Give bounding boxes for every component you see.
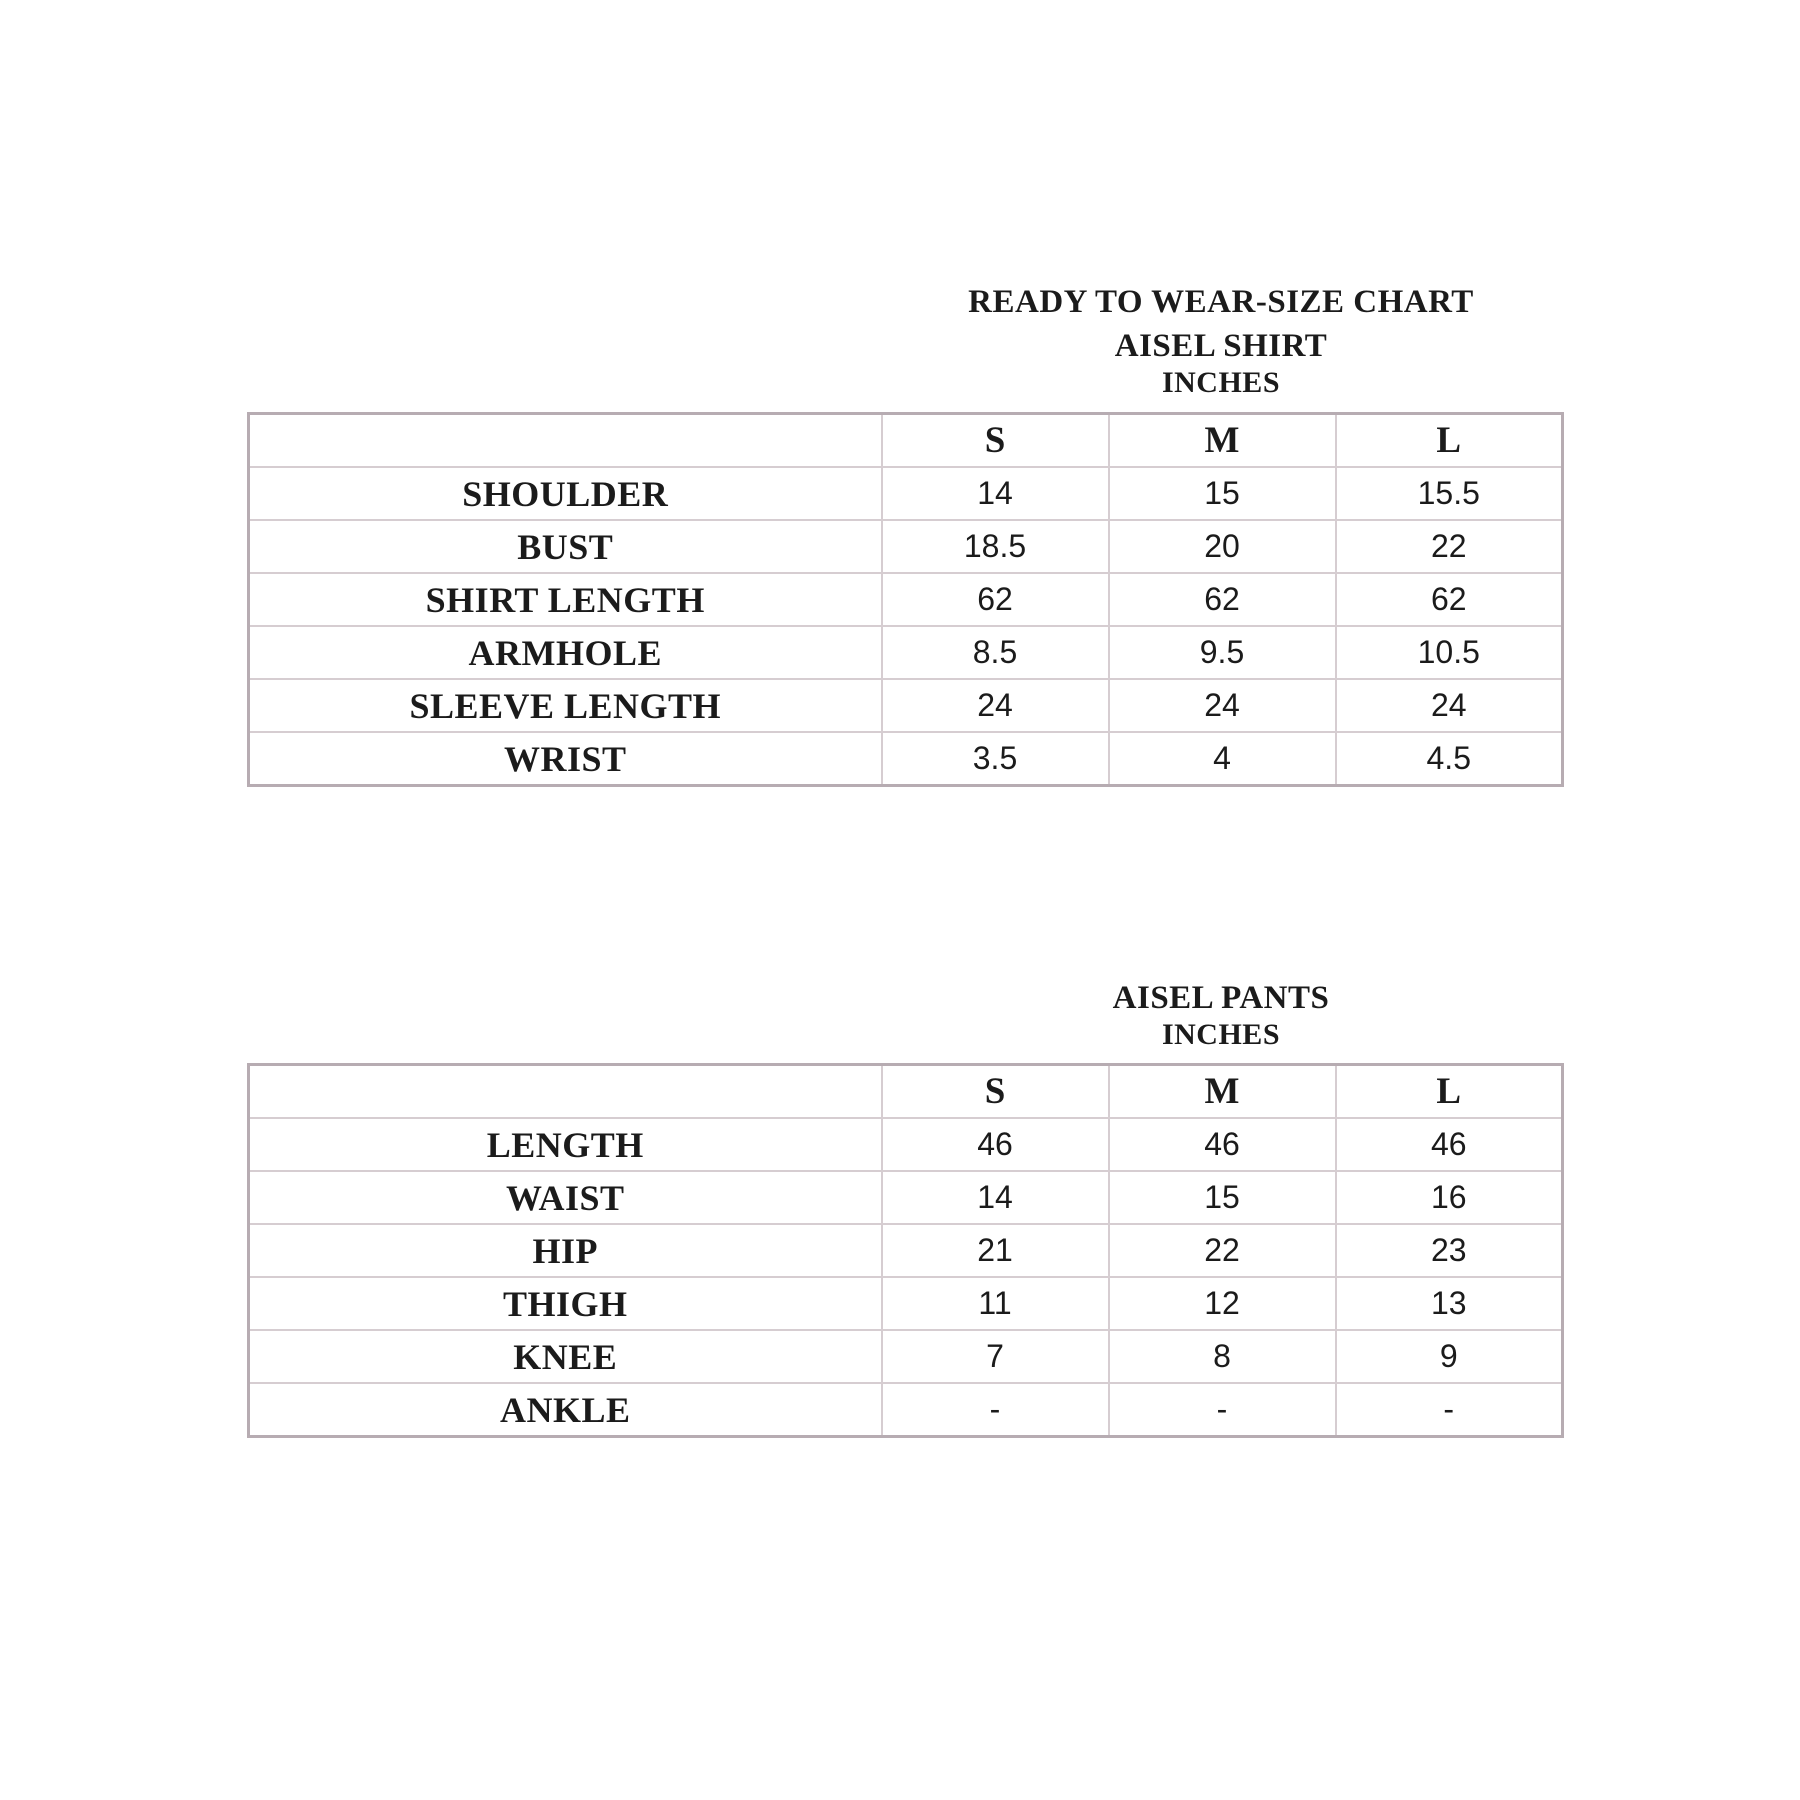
table-row: [249, 520, 1563, 573]
cell-hip-s: 21: [882, 1224, 1109, 1277]
cell-shirt-length-m: 62: [1109, 573, 1336, 626]
column-header-l: L: [1336, 414, 1563, 468]
column-header-s: S: [882, 414, 1109, 468]
table-row: [249, 1224, 1563, 1277]
cell-shirt-length-s: 62: [882, 573, 1109, 626]
table-row: [249, 573, 1563, 626]
cell-wrist-m: 4: [1109, 732, 1336, 786]
row-label-waist: WAIST: [249, 1171, 882, 1224]
cell-length-s: 46: [882, 1118, 1109, 1171]
cell-shoulder-l: 15.5: [1336, 467, 1563, 520]
cell-wrist-s: 3.5: [882, 732, 1109, 786]
shirt-units-label: INCHES: [1161, 366, 1281, 399]
cell-knee-l: 9: [1336, 1330, 1563, 1383]
cell-thigh-l: 13: [1336, 1277, 1563, 1330]
pants-size-table: [247, 1063, 1564, 1438]
shirt-title-block: [880, 284, 1562, 400]
cell-wrist-l: 4.5: [1336, 732, 1563, 786]
column-header-l: L: [1336, 1065, 1563, 1119]
cell-sleeve-length-s: 24: [882, 679, 1109, 732]
table-row: [249, 1171, 1563, 1224]
column-header-m: M: [1109, 1065, 1336, 1119]
table-row: [249, 1118, 1563, 1171]
shirt-chart-heading: READY TO WEAR-SIZE CHART: [968, 284, 1474, 320]
cell-hip-m: 22: [1109, 1224, 1336, 1277]
table-row: [249, 679, 1563, 732]
cell-bust-s: 18.5: [882, 520, 1109, 573]
row-label-shirt-length: SHIRT LENGTH: [249, 573, 882, 626]
column-header-m: M: [1109, 414, 1336, 468]
row-label-knee: KNEE: [249, 1330, 882, 1383]
row-label-ankle: ANKLE: [249, 1383, 882, 1437]
cell-shoulder-s: 14: [882, 467, 1109, 520]
cell-thigh-s: 11: [882, 1277, 1109, 1330]
cell-ankle-m: -: [1109, 1383, 1336, 1437]
pants-units-label: INCHES: [1161, 1018, 1281, 1051]
cell-armhole-l: 10.5: [1336, 626, 1563, 679]
table-header-row: [249, 414, 1563, 468]
cell-waist-m: 15: [1109, 1171, 1336, 1224]
cell-knee-m: 8: [1109, 1330, 1336, 1383]
corner-cell: [249, 414, 882, 468]
cell-shoulder-m: 15: [1109, 467, 1336, 520]
cell-sleeve-length-m: 24: [1109, 679, 1336, 732]
cell-shirt-length-l: 62: [1336, 573, 1563, 626]
row-label-wrist: WRIST: [249, 732, 882, 786]
shirt-subheading: AISEL SHIRT: [1114, 328, 1328, 364]
cell-waist-l: 16: [1336, 1171, 1563, 1224]
cell-length-m: 46: [1109, 1118, 1336, 1171]
cell-waist-s: 14: [882, 1171, 1109, 1224]
table-row: [249, 1277, 1563, 1330]
cell-ankle-l: -: [1336, 1383, 1563, 1437]
row-label-hip: HIP: [249, 1224, 882, 1277]
cell-ankle-s: -: [882, 1383, 1109, 1437]
row-label-shoulder: SHOULDER: [249, 467, 882, 520]
table-row: [249, 467, 1563, 520]
row-label-bust: BUST: [249, 520, 882, 573]
table-row: [249, 626, 1563, 679]
pants-subheading: AISEL PANTS: [1112, 980, 1330, 1016]
table-row: [249, 1383, 1563, 1437]
cell-knee-s: 7: [882, 1330, 1109, 1383]
table-row: [249, 1330, 1563, 1383]
table-row: [249, 732, 1563, 786]
cell-armhole-s: 8.5: [882, 626, 1109, 679]
table-header-row: [249, 1065, 1563, 1119]
pants-title-block: [880, 980, 1562, 1052]
cell-hip-l: 23: [1336, 1224, 1563, 1277]
shirt-size-table: [247, 412, 1564, 787]
cell-sleeve-length-l: 24: [1336, 679, 1563, 732]
corner-cell: [249, 1065, 882, 1119]
row-label-thigh: THIGH: [249, 1277, 882, 1330]
cell-armhole-m: 9.5: [1109, 626, 1336, 679]
row-label-sleeve-length: SLEEVE LENGTH: [249, 679, 882, 732]
column-header-s: S: [882, 1065, 1109, 1119]
row-label-length: LENGTH: [249, 1118, 882, 1171]
cell-length-l: 46: [1336, 1118, 1563, 1171]
cell-thigh-m: 12: [1109, 1277, 1336, 1330]
cell-bust-m: 20: [1109, 520, 1336, 573]
cell-bust-l: 22: [1336, 520, 1563, 573]
row-label-armhole: ARMHOLE: [249, 626, 882, 679]
